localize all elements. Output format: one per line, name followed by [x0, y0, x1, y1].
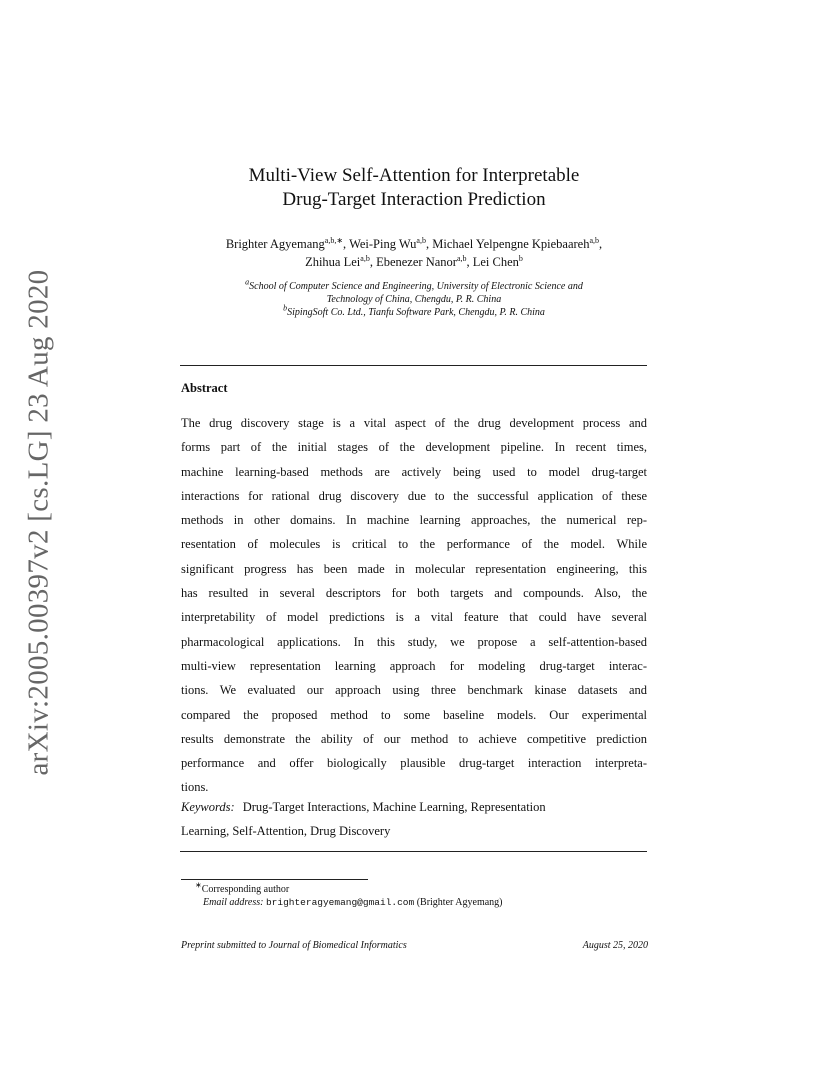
email-owner: (Brighter Agyemang) — [416, 897, 503, 908]
abstract-line: interpretability of model predictions is a vital feature that could have several — [181, 610, 647, 625]
abstract-top-rule — [180, 365, 647, 366]
keywords-line-2: Learning, Self-Attention, Drug Discovery — [181, 824, 391, 838]
footnote-rule — [181, 879, 368, 880]
preprint-journal-note: Preprint submitted to Journal of Biomedical Informatics — [181, 940, 407, 951]
abstract-heading: Abstract — [181, 381, 228, 395]
abstract-line: machine learning-based methods are actively being used to model drug-target — [181, 464, 647, 479]
corresponding-author-note — [195, 880, 503, 896]
corresponding-author-text: Corresponding author — [201, 884, 290, 895]
abstract-line: interactions for rational drug discovery due to the successful application of these — [181, 488, 647, 503]
abstract-body — [181, 411, 647, 800]
affiliation-b — [170, 303, 658, 319]
author-line-1: Brighter Agyemang$^{a,b,∗}$, Wei-Ping Wu$^{a,b}$, Michael Yelpengne Kpiebaareh$^{a,b}$, — [225, 235, 603, 251]
keywords-text: Drug-Target Interactions, Machine Learning, Representation — [242, 800, 546, 814]
affiliation-a-line-1 — [170, 277, 658, 293]
footnote — [195, 880, 503, 909]
paper-title-line-2: Drug-Target Interaction Prediction — [282, 189, 546, 210]
affiliation-text: SipingSoft Co. Ltd., Tianfu Software Park, Chengdu, P. R. China — [287, 307, 545, 318]
keywords-label: Keywords: — [181, 800, 235, 814]
preprint-date: August 25, 2020 — [582, 940, 648, 951]
author-affiliation-mark: a,b — [360, 253, 370, 263]
abstract-line: has resulted in several descriptors for both targets and compounds. Also, the — [181, 586, 647, 601]
paper-title — [180, 164, 648, 212]
abstract-line: forms part of the initial stages of the development pipeline. In recent times, — [181, 440, 647, 455]
abstract-line: tions. — [181, 780, 209, 795]
abstract-line: multi-view representation learning approach for modeling drug-target interac- — [181, 658, 647, 673]
email-address-link[interactable]: brighteragyemang@gmail.com — [265, 897, 415, 908]
arxiv-identifier[interactable]: arXiv:2005.00397v2 [cs.LG] 23 Aug 2020 — [22, 269, 55, 775]
author-affiliation-mark: b — [518, 253, 523, 263]
affiliation-mark: b — [283, 303, 288, 313]
arxiv-identifier-margin — [14, 269, 64, 775]
author-name: Wei-Ping Wu — [349, 237, 417, 251]
author-name: Brighter Agyemang — [225, 237, 325, 251]
affiliation-a-line-2: Technology of China, Chengdu, P. R. China — [326, 294, 502, 305]
author-name: Ebenezer Nanor — [376, 255, 457, 269]
footnote-mark: ∗ — [195, 880, 202, 890]
abstract-line: methods in other domains. In machine learning approaches, the numerical rep- — [181, 513, 647, 528]
abstract-line: results demonstrate the ability of our method to achieve competitive prediction — [181, 731, 647, 746]
author-affiliation-mark: a,b — [416, 235, 426, 245]
abstract-line: compared the proposed method to some baseline models. Our experimental — [181, 707, 647, 722]
author-affiliation-mark: a,b,∗ — [324, 235, 344, 245]
abstract-bottom-rule — [180, 851, 647, 852]
keywords-line-1 — [181, 795, 647, 819]
email-label: Email address: — [203, 897, 264, 908]
affiliations — [170, 277, 658, 319]
author-name: Michael Yelpengne Kpiebaareh — [432, 237, 590, 251]
author-name: Zhihua Lei — [305, 255, 361, 269]
abstract-line: performance and offer biologically plausible drug-target interaction interpreta- — [181, 756, 647, 771]
author-name: Lei Chen — [472, 255, 519, 269]
abstract-line: resentation of molecules is critical to the performance of the model. While — [181, 537, 647, 552]
affiliation-text: School of Computer Science and Engineering, University of Electronic Science and — [249, 281, 583, 292]
keywords — [181, 795, 647, 843]
abstract-line: pharmacological applications. In this study, we propose a self-attention-based — [181, 634, 647, 649]
author-affiliation-mark: a,b — [589, 235, 600, 245]
affiliation-mark: a — [245, 277, 250, 287]
author-list — [170, 235, 658, 271]
author-affiliation-mark: a,b — [456, 253, 467, 263]
paper-title-line-1: Multi-View Self-Attention for Interpretable — [248, 165, 580, 186]
abstract-line: significant progress has been made in molecular representation engineering, this — [181, 561, 647, 576]
email-note — [195, 896, 503, 909]
abstract-line: The drug discovery stage is a vital aspect of the drug development process and — [181, 416, 647, 430]
abstract-line: tions. We evaluated our approach using three benchmark kinase datasets and — [181, 683, 647, 698]
author-line-2: Zhihua Lei$^{a,b}$, Ebenezer Nanor$^{a,b}$, Lei Chen$^b$ — [305, 253, 523, 269]
